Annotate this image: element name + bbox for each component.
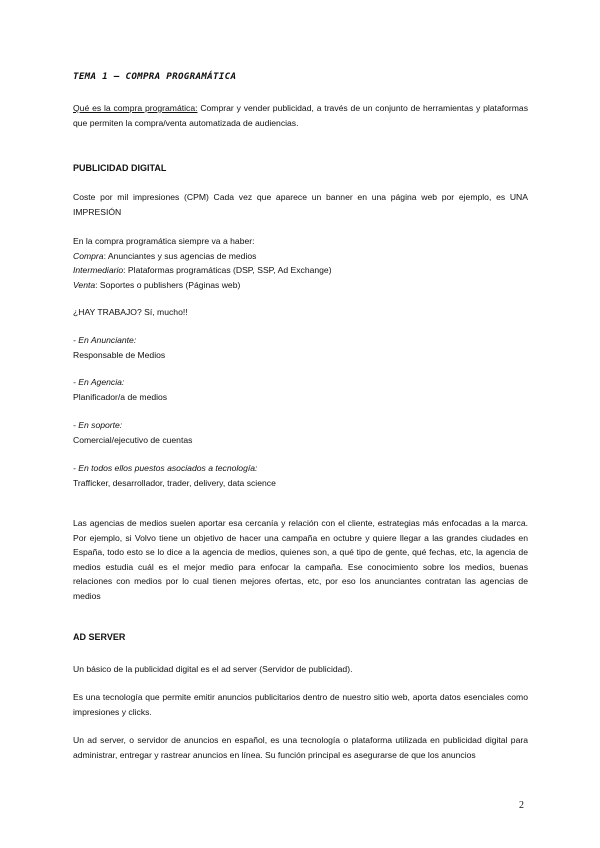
job-value: Responsable de Medios [73, 349, 166, 360]
actor-label: Venta [73, 279, 96, 290]
actor-item [73, 278, 528, 293]
document-title: TEMA 1 – COMPRA PROGRAMÁTICA [73, 71, 237, 82]
adserver-paragraph-2: Es una tecnología que permite emitir anuncios publicitarios dentro de nuestro sitio web, aporta datos esenciales como impresiones y clicks. [73, 692, 528, 717]
adserver-paragraph-3: Un ad server, o servidor de anuncios en español, es una tecnología o plataforma utilizada en publicidad digital para administrar, entregar y rastrear anuncios en línea. Su función principal es asegurarse de que los anuncios [73, 735, 528, 760]
job-item [73, 333, 528, 362]
actors-list [73, 234, 528, 292]
actor-item [73, 249, 528, 264]
intro-text: Comprar y vender publicidad, a través de un conjunto de herramientas y plataformas que permiten la compra/venta automatizada de audiencias. [73, 103, 528, 128]
section-heading-publicidad: PUBLICIDAD DIGITAL [73, 163, 167, 173]
actor-label: Compra [73, 250, 104, 261]
intro-term: Qué es la compra programática: [73, 103, 198, 113]
job-label: - En todos ellos puestos asociados a tecnología: [73, 463, 258, 473]
actor-text: : Soportes o publishers (Páginas web) [95, 279, 241, 290]
actor-item [73, 263, 528, 278]
job-item [73, 418, 528, 447]
job-label: - En Anunciante: [73, 335, 137, 345]
job-value: Planificador/a de medios [73, 391, 168, 402]
job-item [73, 375, 528, 404]
adserver-paragraph-1: Un básico de la publicidad digital es el ad server (Servidor de publicidad). [73, 664, 353, 674]
job-label: - En Agencia: [73, 377, 125, 387]
job-label: - En soporte: [73, 420, 123, 430]
actor-text: : Plataformas programáticas (DSP, SSP, Ad Exchange) [123, 265, 332, 276]
cpm-paragraph: Coste por mil impresiones (CPM) Cada vez que aparece un banner en una página web por ejemplo, es UNA IMPRESIÓN [73, 192, 528, 217]
intro-paragraph [73, 101, 528, 130]
page-number: 2 [519, 800, 524, 811]
job-value: Comercial/ejecutivo de cuentas [73, 434, 193, 445]
job-value: Trafficker, desarrollador, trader, delivery, data science [73, 477, 276, 488]
job-item [73, 461, 528, 490]
actor-text: : Anunciantes y sus agencias de medios [103, 250, 257, 261]
section-heading-adserver: AD SERVER [73, 632, 126, 642]
jobs-question: ¿HAY TRABAJO? Sí, mucho!! [73, 307, 188, 317]
actor-label: Intermediario [73, 265, 124, 276]
agencies-paragraph: Las agencias de medios suelen aportar esa cercanía y relación con el cliente, estrategias más enfocadas a la marca. Por ejemplo, si Volvo tiene un objetivo de hacer una campaña en octubre y quiere llegar a las grandes ciudades en España, todo esto se lo dice a la agencia de medios, quienes son, a qué tipo de gente, qué fechas, etc, la agencia de medios estudia cuál es el mejor medio para enfocar la campaña. Ese conocimiento sobre los medios, buenas relaciones con medios por lo cual tienen mejores ofertas, etc, por eso los anunciantes contratan las agencias de medios [73, 518, 528, 601]
actors-intro: En la compra programática siempre va a haber: [73, 236, 255, 246]
